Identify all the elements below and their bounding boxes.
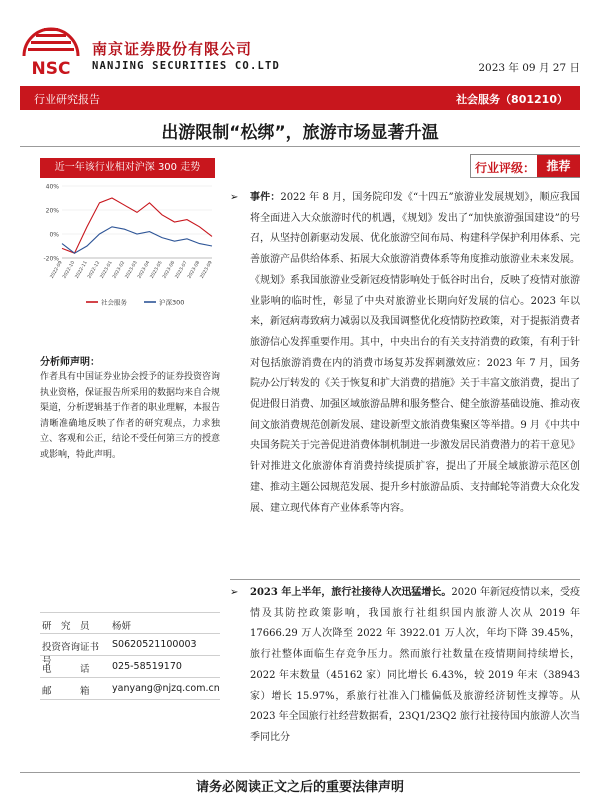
series-line: [62, 198, 212, 253]
contact-value: 杨妍: [112, 621, 132, 632]
legend-label: 社会服务: [101, 298, 127, 307]
y-tick-label: -20%: [43, 255, 59, 263]
x-tick-label: 2022-12: [87, 260, 102, 280]
nsc-logo-icon: [20, 22, 82, 80]
x-tick-label: 2023-06: [162, 260, 177, 280]
contact-email-link[interactable]: yanyang@njzq.com.cn: [112, 683, 220, 694]
x-tick-label: 2023-02: [112, 260, 127, 280]
contact-value: S0620521100003: [112, 639, 197, 650]
company-name-cn: 南京证券股份有限公司: [92, 40, 253, 58]
contact-label: 投资咨询证书号: [42, 642, 100, 667]
y-tick-label: 0%: [49, 231, 59, 239]
rating-label: 行业评级：: [475, 161, 536, 175]
series-line: [62, 227, 212, 253]
contact-label: 研 究 员: [42, 621, 90, 632]
x-tick-label: 2023-08: [187, 260, 202, 280]
title-divider: [20, 146, 580, 147]
x-tick-label: 2023-01: [99, 260, 114, 280]
rating-value: 推荐: [537, 155, 580, 177]
x-tick-label: 2023-05: [149, 260, 164, 280]
report-title: 出游限制“松绑”，旅游市场显著升温: [161, 123, 439, 143]
x-tick-label: 2023-07: [174, 260, 189, 280]
contact-label: 邮 箱: [42, 686, 90, 697]
y-tick-label: 40%: [45, 183, 59, 191]
paragraph-text: 2020 年新冠疫情以来，受疫情及其防控政策影响，我国旅行社组织国内旅游人次从 2019 年 17666.29 万人次降至 2022 年 3922.01 万人次，年均下降 39.45%，旅行社整体面临生存竞争压力。然而旅行社数量在疫情期间持续增长，2022 年末数量（45162 家）同比增长 6.43%，较 2019 年末（38943 家）增长 15.97%，系旅行社准入门槛偏低及旅游经济韧性支撑等。从 2023 年全国旅行社经营数据看，23Q1/23Q2 旅行社接待国内旅游人次当季同比分: [250, 587, 580, 743]
report-type: 行业研究报告: [34, 93, 100, 106]
paragraph-heading: 2023 年上半年，旅行社接待人次迅猛增长。: [250, 587, 452, 598]
analyst-statement-heading: 分析师声明：: [40, 357, 100, 368]
legend-label: 沪深300: [159, 298, 185, 307]
x-tick-label: 2023-03: [124, 260, 139, 280]
x-tick-label: 2022-09: [49, 260, 64, 280]
performance-chart: [34, 178, 224, 310]
company-name-en: NANJING SECURITIES CO.LTD: [92, 60, 281, 72]
x-tick-label: 2022-10: [62, 260, 77, 280]
contact-row: [40, 656, 220, 678]
y-tick-label: 20%: [45, 207, 59, 215]
analyst-statement: 作者具有中国证券业协会授予的证券投资咨询执业资格，保证报告所采用的数据均来自合规渠道，分析逻辑基于作者的职业理解，本报告清晰准确地反映了作者的研究观点，力求独立、客观和公正，结论不受任何第三方的授意或影响，特此声明。: [40, 372, 221, 460]
industry-rating: [470, 154, 580, 178]
travel-agency-paragraph: [230, 583, 580, 788]
footer-divider: [20, 772, 580, 773]
x-tick-label: 2022-11: [74, 260, 89, 280]
logo-text: NSC: [31, 59, 71, 79]
industry-code: 社会服务（801210）: [456, 93, 568, 106]
bullet-arrow-icon: ➢: [230, 587, 239, 598]
contact-value: 025-58519170: [112, 661, 182, 672]
paragraph-text: 2022 年 8 月，国务院印发《“十四五”旅游业发展规划》，顺应我国将全面进入大众旅游时代的机遇，《规划》发出了“加快旅游强国建设”的号召，从坚持创新驱动发展、优化旅游空间布局、构建科学保护利用体系、完善旅游产品供给体系、拓展大众旅游消费体系等角度推动旅游业未来发展。《规划》系我国旅游业受新冠疫情影响处于低谷时出台，反映了疫情对旅游业影响的临时性，彰显了中央对旅游业长期向好发展的信心。2023 年以来，新冠病毒致病力减弱以及我国调整优化疫情防控政策，对于提振消费者旅游信心发挥重要作用。其中，中央出台的有关支持消费的政策，有利于针对包括旅游消费在内的消费市场复苏发挥刺激效应：2023 年 7 月，国务院办公厅转发的《关于恢复和扩大消费的措施》关于丰富文旅消费，提出了促进假日消费、加强区域旅游品牌和服务整合、健全旅游基础设施、推动夜间文旅消费规范创新发展、建设新型文旅消费集聚区等举措。9 月《中共中央国务院关于完善促进消费体制机制进一步激发居民消费潜力的若干意见》针对推进文化旅游体育消费持续提质扩容，提出了开展全域旅游示范区创建、推动主题公园规范发展、提升乡村旅游品质、支持邮轮等消费大众化发展、建立现代体育产业体系等内容。: [250, 192, 581, 514]
paragraph-divider: [230, 579, 580, 580]
analyst-contact-table: [40, 612, 220, 700]
report-body: [230, 188, 580, 788]
x-tick-label: 2023-04: [137, 260, 152, 280]
event-paragraph: [230, 188, 580, 576]
contact-label: 电 话: [42, 664, 90, 675]
report-date: 2023 年 09 月 27 日: [478, 62, 580, 74]
chart-title: 近一年该行业相对沪深 300 走势: [40, 158, 215, 178]
x-tick-label: 2023-09: [199, 260, 214, 280]
category-banner: [20, 86, 580, 110]
contact-row: [40, 678, 220, 700]
legal-notice: 请务必阅读正文之后的重要法律声明: [195, 780, 404, 795]
bullet-arrow-icon: ➢: [230, 192, 239, 203]
report-header: [0, 0, 600, 84]
paragraph-heading: 事件：: [250, 192, 281, 203]
contact-row: [40, 612, 220, 634]
